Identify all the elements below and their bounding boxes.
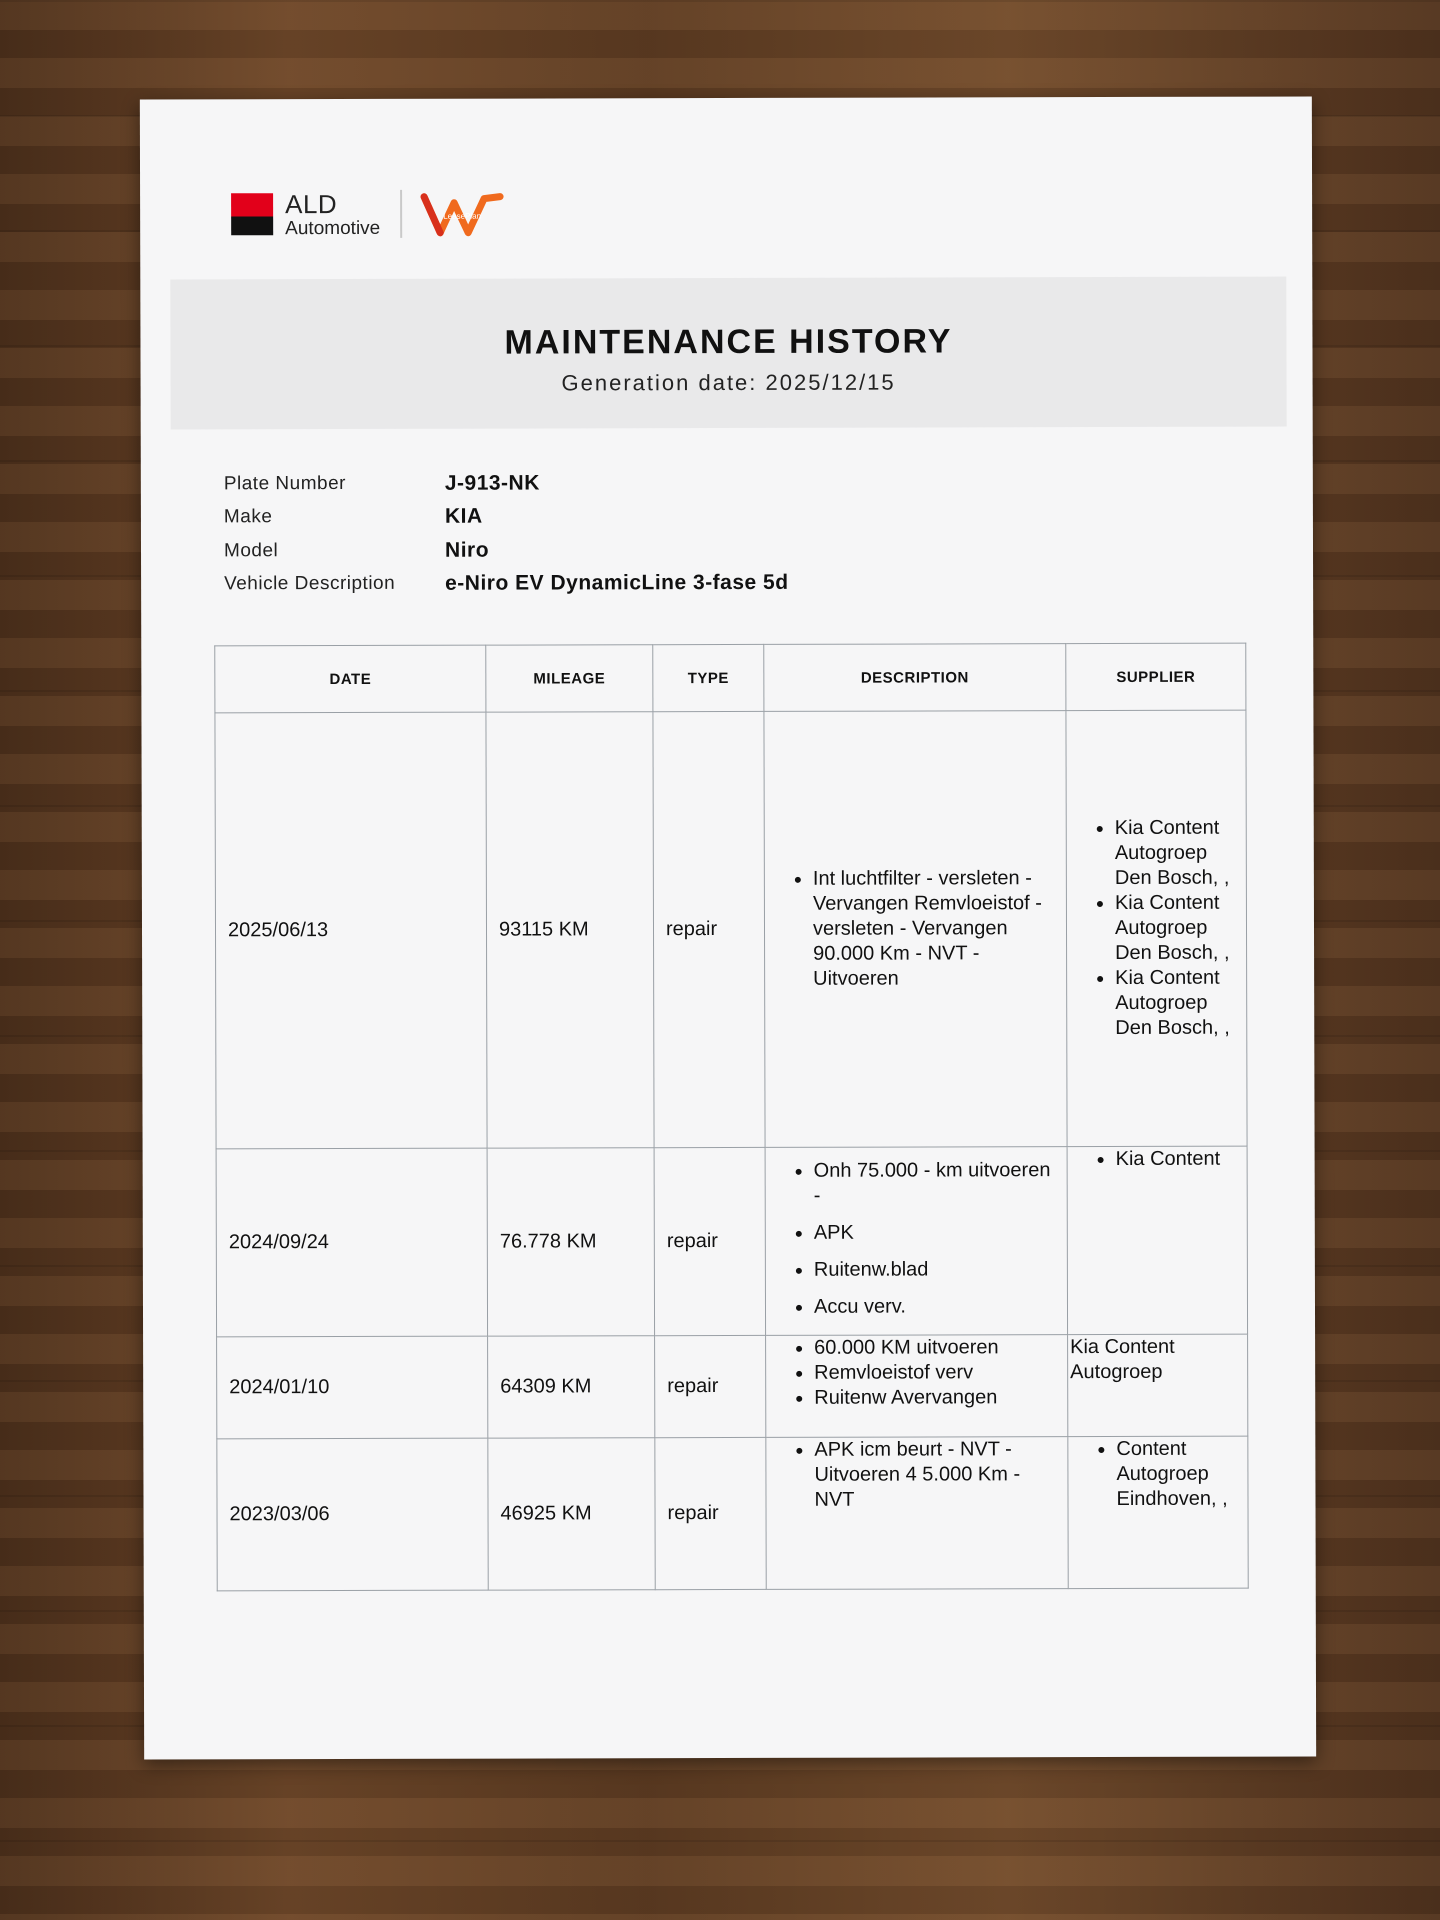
cell-date: 2025/06/13 [215, 712, 487, 1149]
cell-date: 2024/09/24 [216, 1148, 487, 1337]
cell-description [766, 1437, 1068, 1590]
generation-date-label: Generation date: [561, 369, 758, 396]
supplier-item: • Kia Content Autogroep Den Bosch, , [1115, 891, 1234, 966]
description-item: • APK [814, 1220, 1055, 1246]
vehicle-description-row [224, 566, 789, 601]
supplier-item: • Kia Content Autogroep Den Bosch, , [1115, 816, 1234, 891]
vehicle-description-value: e-Niro EV DynamicLine 3-fase 5d [445, 571, 789, 595]
make-label: Make [223, 506, 273, 528]
description-item: • Accu verv. [814, 1294, 1055, 1320]
logo-header [231, 189, 504, 240]
description-list [778, 1158, 1055, 1320]
plate-row [224, 466, 789, 501]
logo-divider [400, 190, 402, 238]
supplier-list [1079, 816, 1235, 1041]
description-list [777, 866, 1054, 992]
cell-mileage: 64309 KM [488, 1336, 655, 1438]
generation-date [171, 369, 1287, 398]
table-row [216, 1146, 1247, 1337]
plate-value: J-913-NK [444, 471, 540, 495]
model-value: Niro [444, 538, 490, 562]
cell-type: repair [654, 1147, 765, 1335]
cell-description [765, 1147, 1067, 1336]
plate-label: Plate Number [223, 472, 347, 495]
header-description: DESCRIPTION [764, 644, 1066, 712]
model-row [224, 533, 789, 568]
supplier-list [1080, 1437, 1235, 1512]
table-row [217, 1334, 1248, 1439]
ald-logo-icon [231, 193, 273, 235]
ald-logo-subtitle: Automotive [285, 217, 381, 239]
cell-description [764, 711, 1067, 1148]
cell-supplier [1068, 1334, 1248, 1436]
cell-supplier [1066, 710, 1247, 1146]
header-supplier: SUPPLIER [1066, 643, 1246, 710]
generation-date-value: 2025/12/15 [765, 369, 896, 395]
header-date: DATE [215, 645, 486, 713]
leaseplan-logo-icon [420, 189, 504, 239]
description-item: • 60.000 KM uitvoeren [814, 1335, 1055, 1361]
supplier-item: • Kia Content Autogroep Den Bosch, , [1115, 966, 1234, 1041]
vehicle-info [224, 466, 789, 601]
supplier-item: • Content Autogroep Eindhoven, , [1116, 1437, 1235, 1512]
table-row [217, 1436, 1248, 1591]
supplier-item: • Kia Content [1116, 1147, 1235, 1172]
cell-supplier [1067, 1146, 1247, 1334]
cell-supplier [1068, 1436, 1248, 1588]
title-band [170, 277, 1286, 430]
cell-mileage: 46925 KM [488, 1438, 655, 1590]
description-list [778, 1437, 1055, 1513]
supplier-list [1080, 1147, 1235, 1172]
description-item: • Ruitenw Avervangen [814, 1385, 1055, 1411]
cell-type: repair [655, 1437, 766, 1589]
description-item: • APK icm beurt - NVT - Uitvoeren 4 5.000 Km - NVT [814, 1437, 1055, 1513]
description-item: • Int luchtfilter - versleten - Vervangen Remvloeistof - versleten - Vervangen 90.000 Km - NVT - Uitvoeren [813, 866, 1054, 992]
supplier-text: Kia Content Autogroep [1070, 1335, 1175, 1384]
cell-type: repair [653, 711, 765, 1147]
document-page [140, 96, 1316, 1759]
description-item: • Ruitenw.blad [814, 1257, 1055, 1283]
table-row [215, 710, 1247, 1149]
vehicle-description-label: Vehicle Description [224, 573, 396, 595]
header-type: TYPE [653, 644, 764, 711]
cell-date: 2024/01/10 [217, 1336, 488, 1439]
ald-logo-text [285, 190, 380, 237]
model-label: Model [223, 539, 279, 562]
description-item: • Remvloeistof verv [814, 1360, 1055, 1386]
ald-logo-name: ALD [285, 188, 338, 219]
maintenance-table [214, 643, 1248, 1592]
description-item: • Onh 75.000 - km uitvoeren - [814, 1158, 1055, 1209]
cell-mileage: 76.778 KM [487, 1148, 654, 1336]
cell-mileage: 93115 KM [486, 712, 654, 1148]
cell-type: repair [655, 1335, 766, 1437]
make-row [224, 499, 789, 534]
leaseplan-logo-text: LeasePlan [443, 211, 482, 221]
page-title: MAINTENANCE HISTORY [504, 322, 953, 362]
description-list [778, 1335, 1055, 1411]
make-value: KIA [444, 504, 483, 528]
cell-description [766, 1335, 1068, 1438]
table-header-row [215, 643, 1246, 713]
header-mileage: MILEAGE [486, 645, 653, 712]
cell-date: 2023/03/06 [217, 1438, 488, 1591]
